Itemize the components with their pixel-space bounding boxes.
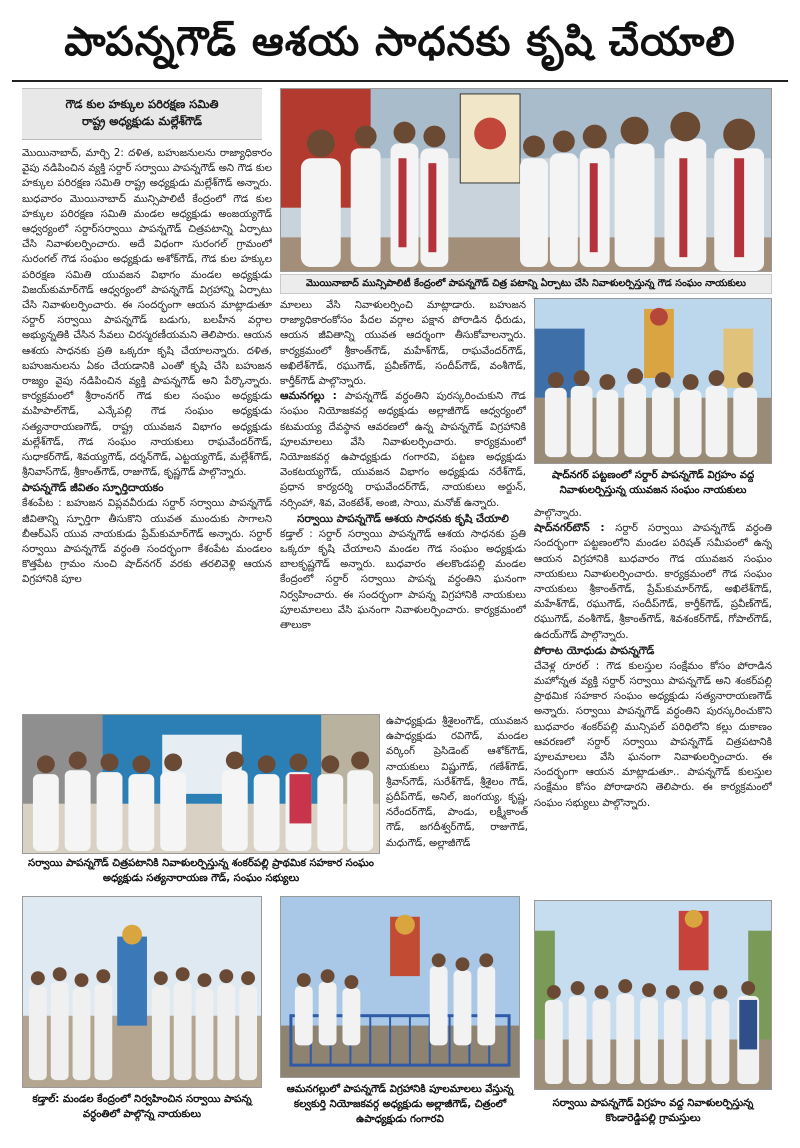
photo-moinabad-tribute — [280, 88, 772, 272]
caption-shankarpally: సర్వాయి పాపన్నగౌడ్ చిత్రపటానికి నివాళులర్పిస్తున్న శంకర్‌పల్లి ప్రాథమిక సహకార సంఘం అధ్యక్షుడు సత్యనారాయణ గౌడ్, సంఘం సభ్యులు — [28, 858, 374, 884]
photo-shadnagar-statue — [534, 298, 772, 464]
photo-shankarpally — [22, 714, 380, 854]
caption-kondareddypally: సర్వాయి పాపన్నగౌడ్ విగ్రహం వద్ద నివాళులర్పిస్తున్న కొండారెడ్డిపల్లి గ్రామస్తులు — [552, 1098, 754, 1124]
photo-kondareddypally — [534, 900, 772, 1090]
article-subhead: పాపన్నగౌడ్ జీవితం స్ఫూర్తిదాయకం — [22, 482, 164, 495]
article-column-2-narrow — [386, 714, 528, 890]
caption-moinabad: మొయినాబాద్ మున్సిపాలిటీ కేంద్రంలో పాపన్నగౌడ్ చిత్ర పటాన్ని ఏర్పాటు చేసి నివాళులర్పిస్తున్న గౌడ సంఘం నాయకులు — [280, 274, 772, 294]
article-column-2 — [280, 298, 526, 710]
article-paragraph: పాపన్నగౌడ్ వర్ధంతిని పురస్కరించుకుని గౌడ సంఘం నియోజకవర్గ అధ్యక్షుడు అల్లాజీగౌడ్ ఆధ్వర్యంలో కటమయ్య దేవస్థాన ఆవరణలో ఉన్న పాపన్నగౌడ్ విగ్రహానికి పూలమాలలు వేసి నివాళులర్పించారు. కార్యక్రమంలో నియోజకవర్గ ఉపాధ్యక్షుడు గంగారవి, పట్టణ అధ్యక్షుడు వెంకటయ్యగౌడ్, యువజన విభాగం అధ్యక్షుడు నరేశ్‌గౌడ్, ప్రధాన కార్యదర్శి రాఘవేందర్‌గౌడ్, నాయకులు అర్జున్, నర్సింహా, శివ, వెంకటేశ్, అంజి, సాయి, మనోజ్ ఉన్నారు. — [280, 391, 526, 509]
caption-amangal: ఆమనగల్లులో పాపన్నగౌడ్ విగ్రహానికి పూలమాలలు వేస్తున్న కల్వకుర్తి నియోజకవర్గ అధ్యక్షుడు అల్లాజీగౌడ్, చిత్రంలో ఉపాధ్యక్షుడు గంగారవి — [286, 1084, 514, 1125]
box-subheadline — [22, 88, 262, 140]
caption-shadnagar: షాద్‌నగర్ పట్టణంలో సర్దార్ పాపన్నగౌడ్ విగ్రహం వద్ద నివాళులర్పిస్తున్న యువజన సంఘం నాయకులు — [551, 470, 755, 496]
photo-amangal — [280, 896, 520, 1078]
article-paragraph: మాలలు వేసి నివాళులర్పించి మాట్లాడారు. బహుజన రాజ్యాధికారంకోసం పేదల వర్గాల పక్షాన పోరాడిన ధీరుడు, ఆయన జీవితాన్ని యువత ఆదర్శంగా తీసుకోవాలన్నారు. కార్యక్రమంలో శ్రీకాంత్‌గౌడ్, మహేశ్‌గౌడ్, రాఘవేందర్‌గౌడ్, అఖిలేశ్‌గౌడ్, రఘుగౌడ్, ప్రవీణ్‌గౌడ్, సందీప్‌గౌడ్, వంశీగౌడ్, కార్తీక్‌గౌడ్ పాల్గొన్నారు. — [280, 300, 526, 388]
headline-rule — [12, 80, 788, 82]
article-column-3 — [534, 506, 772, 890]
article-paragraph: చేవెళ్ల రూరల్ : గౌడ కులస్తుల సంక్షేమం కోసం పోరాడిన మహోన్నత వ్యక్తి సర్దార్ సర్వాయి పాపన్నగౌడ్ అని శంకర్‌పల్లి ప్రాథమిక సహకార సంఘం అధ్యక్షుడు సత్యనారాయణగౌడ్ అన్నారు. సర్వాయి పాపన్నగౌడ్ వర్ధంతిని పురస్కరించుకొని బుధవారం శంకర్‌పల్లి మున్సిపల్ పరిధిలోని కల్లు దుకాణం ఆవరణలో సర్దార్ సర్వాయి పాపన్నగౌడ్ చిత్రపటానికి పూలమాలలు వేసి ఘనంగా నివాళులర్పించారు. ఈ సందర్భంగా ఆయన మాట్లాడుతూ.. పాపన్నగౌడ్ కులస్తుల సంక్షేమం కోసం పోరాడారని తెలిపారు. ఈ కార్యక్రమంలో సంఘం సభ్యులు పాల్గొన్నారు. — [534, 660, 772, 809]
article-paragraph: కడ్తాల్ : సర్దార్ సర్వాయి పాపన్నగౌడ్ ఆశయ సాధనకు ప్రతి ఒక్కరూ కృషి చేయాలని మండల గౌడ సంఘం అధ్యక్షుడు బాలకృష్ణగౌడ్ అన్నారు. బుధవారం తలకొండపల్లి మండల కేంద్రంలో సర్దార్ సర్వాయి పాపన్న వర్ధంతిని ఘనంగా నిర్వహించారు. ఈ సందర్భంగా పాపన్న విగ్రహానికి నాయకులు పూలమాలలు వేసి ఘనంగా నివాళులర్పించారు. కార్యక్రమంలో తాలుకా — [280, 528, 526, 632]
article-paragraph: ఉపాధ్యక్షుడు శ్రీశైలంగౌడ్, యువజన ఉపాధ్యక్షుడు రవిగౌడ్, మండల వర్కింగ్ ప్రెసిడెంట్ ఆశోక్‌గౌడ్, నాయకులు విష్ణుగౌడ్, గణేశ్‌గౌడ్, శ్రీవాస్‌గౌడ్, సురేశ్‌గౌడ్, శ్రీశైలం గౌడ్, ప్రదీప్‌గౌడ్, అనిల్, జంగయ్య, కృష్ణ, నరేందర్‌గౌడ్, పాండు, లక్ష్మీకాంత్ గౌడ్, జగదీశ్వర్‌గౌడ్, రాజుగౌడ్, మధుగౌడ్, అల్లాజీగౌడ్ — [386, 716, 528, 849]
article-paragraph: సర్దార్ సర్వాయి పాపన్నగౌడ్ వర్ధంతి సందర్భంగా పట్టణంలోని మండల పరిషత్ సమీపంలో ఉన్న ఆయన విగ్రహానికి బుధవారం గౌడ యువజన సంఘం నాయకులు నివాళులర్పించారు. కార్యక్రమంలో గౌడ సంఘం నాయకులు శ్రీకాంత్‌గౌడ్, ప్రేమ్‌కుమార్‌గౌడ్, అఖిలేశ్‌గౌడ్, మహేశ్‌గౌడ్, రఘుగౌడ్, సందీప్‌గౌడ్, కార్తీక్‌గౌడ్, ప్రవీణ్‌గౌడ్, రఘుగౌడ్, వంశీగౌడ్, శ్రీకాంత్‌గౌడ్, శివశంకర్‌గౌడ్, గోపాల్‌గౌడ్, ఉదయ్‌గౌడ్ పాల్గొన్నారు. — [534, 523, 772, 641]
article-paragraph: పాల్గొన్నారు. — [534, 508, 582, 519]
article-paragraph: కేశంపేట : బహుజన విప్లవవీరుడు సర్దార్ సర్వాయి పాపన్నగౌడ్ జీవితాన్ని స్ఫూర్తిగా తీసుకొని యువత ముందుకు సాగాలని బీఆర్‌ఎస్ యువ నాయకుడు ప్రేమ్‌కుమార్‌గౌడ్ అన్నారు. సర్దార్ సర్వాయి పాపన్నగౌడ్ వర్ధంతి సందర్భంగా కేశంపేట మండలం కొత్తపేట గ్రామం నుంచి షాద్‌నగర్ వరకు తరలివెళ్లి ఆయన విగ్రహానికి పూల — [22, 498, 272, 586]
photo-kadthal — [22, 896, 262, 1088]
article-paragraph: మొయినాబాద్, మార్చి 2: దళిత, బహుజనులను రాజ్యాధికారం వైపు నడిపించిన వ్యక్తి సర్దార్ సర్వాయి పాపన్నగౌడ్ అని గౌడ కుల హక్కుల పరిరక్షణ సమితి రాష్ట్ర అధ్యక్షుడు మల్లేశ్‌గౌడ్ అన్నారు. బుధవారం మొయినాబాద్ మున్సిపాలిటీ కేంద్రంలో గౌడ కుల హక్కుల పరిరక్షణ సమితి మండల అధ్యక్షుడు అంజయ్యగౌడ్ ఆధ్వర్యంలో సర్దార్‌సర్వాయి పాపన్నగౌడ్ చిత్రపటాన్ని ఏర్పాటు చేసి నివాళులర్పించారు. అదే విధంగా సురంగల్ గ్రామంలో సురంగల్ గౌడ సంఘం అధ్యక్షుడు అశోక్‌గౌడ్, గౌడ కుల హక్కుల పరిరక్షణ సమితి యువజన విభాగం మండల అధ్యక్షుడు విజయ్‌కుమార్‌గౌడ్ ఆధ్వర్యంలో పాపన్నగౌడ్ విగ్రహాన్ని ఏర్పాటు చేసి నివాళులర్పించారు. ఈ సందర్భంగా ఆయన మాట్లాడుతూ సర్దార్ సర్వాయి పాపన్నగౌడ్ బడుగు, బలహీన వర్గాల అభ్యున్నతికి చేసిన సేవలు చిరస్మరణీయమని తెలిపారు. ఆయన ఆశయ సాధనకు ప్రతి ఒక్కరూ కృషి చేయాలన్నారు. దళిత, బహుజనులను ఏకం చేయడానికి ఎంతో కృషి చేసి బహుజన రాజ్యం వైపు నడిపించిన వ్యక్తి పాపన్నగౌడ్ అని పేర్కొన్నారు. కార్యక్రమంలో శ్రీరాంనగర్ గౌడ కుల సంఘం అధ్యక్షుడు మహిపాల్‌గౌడ్, ఎన్కేపల్లి గౌడ సంఘం అధ్యక్షుడు సత్యనారాయణగౌడ్, రాష్ట్ర యువజన విభాగం అధ్యక్షుడు మల్లేశ్‌గౌడ్, గౌడ సంఘం నాయకులు రాఘవేందర్‌గౌడ్, సుధాకర్‌గౌడ్, శివయ్యగౌడ్, దర్శన్‌గౌడ్, ఎట్టయ్యగౌడ్, మల్లేశ్‌గౌడ్, శ్రీనివాస్‌గౌడ్, శ్రీకాంత్‌గౌడ్, రాజుగౌడ్, కృష్ణగౌడ్ పాల్గొన్నారు. — [22, 148, 272, 479]
caption-kadthal: కడ్తాల్: మండల కేంద్రంలో నిర్వహించిన సర్వాయి పాపన్న వర్ధంతిలో పాల్గొన్న నాయకులు — [32, 1094, 252, 1120]
article-subhead: పోరాట యోధుడు పాపన్నగౌడ్ — [534, 644, 655, 657]
headline: పాపన్నగౌడ్ ఆశయ సాధనకు కృషి చేయాలి — [64, 19, 736, 65]
box-subheadline-line1: గౌడ కుల హక్కుల పరిరక్షణ సమితి — [65, 97, 219, 111]
article-dateline: ఆమనగల్లు : — [280, 390, 345, 403]
article-dateline: షాద్‌నగర్‌టౌన్ : — [534, 522, 616, 535]
article-column-1 — [22, 146, 272, 710]
box-subheadline-line2: రాష్ట్ర అధ్యక్షుడు మల్లేశ్‌గౌడ్ — [82, 114, 202, 128]
article-subhead: సర్వాయి పాపన్నగౌడ్ ఆశయ సాధనకు కృషి చేయాలి — [297, 512, 509, 525]
